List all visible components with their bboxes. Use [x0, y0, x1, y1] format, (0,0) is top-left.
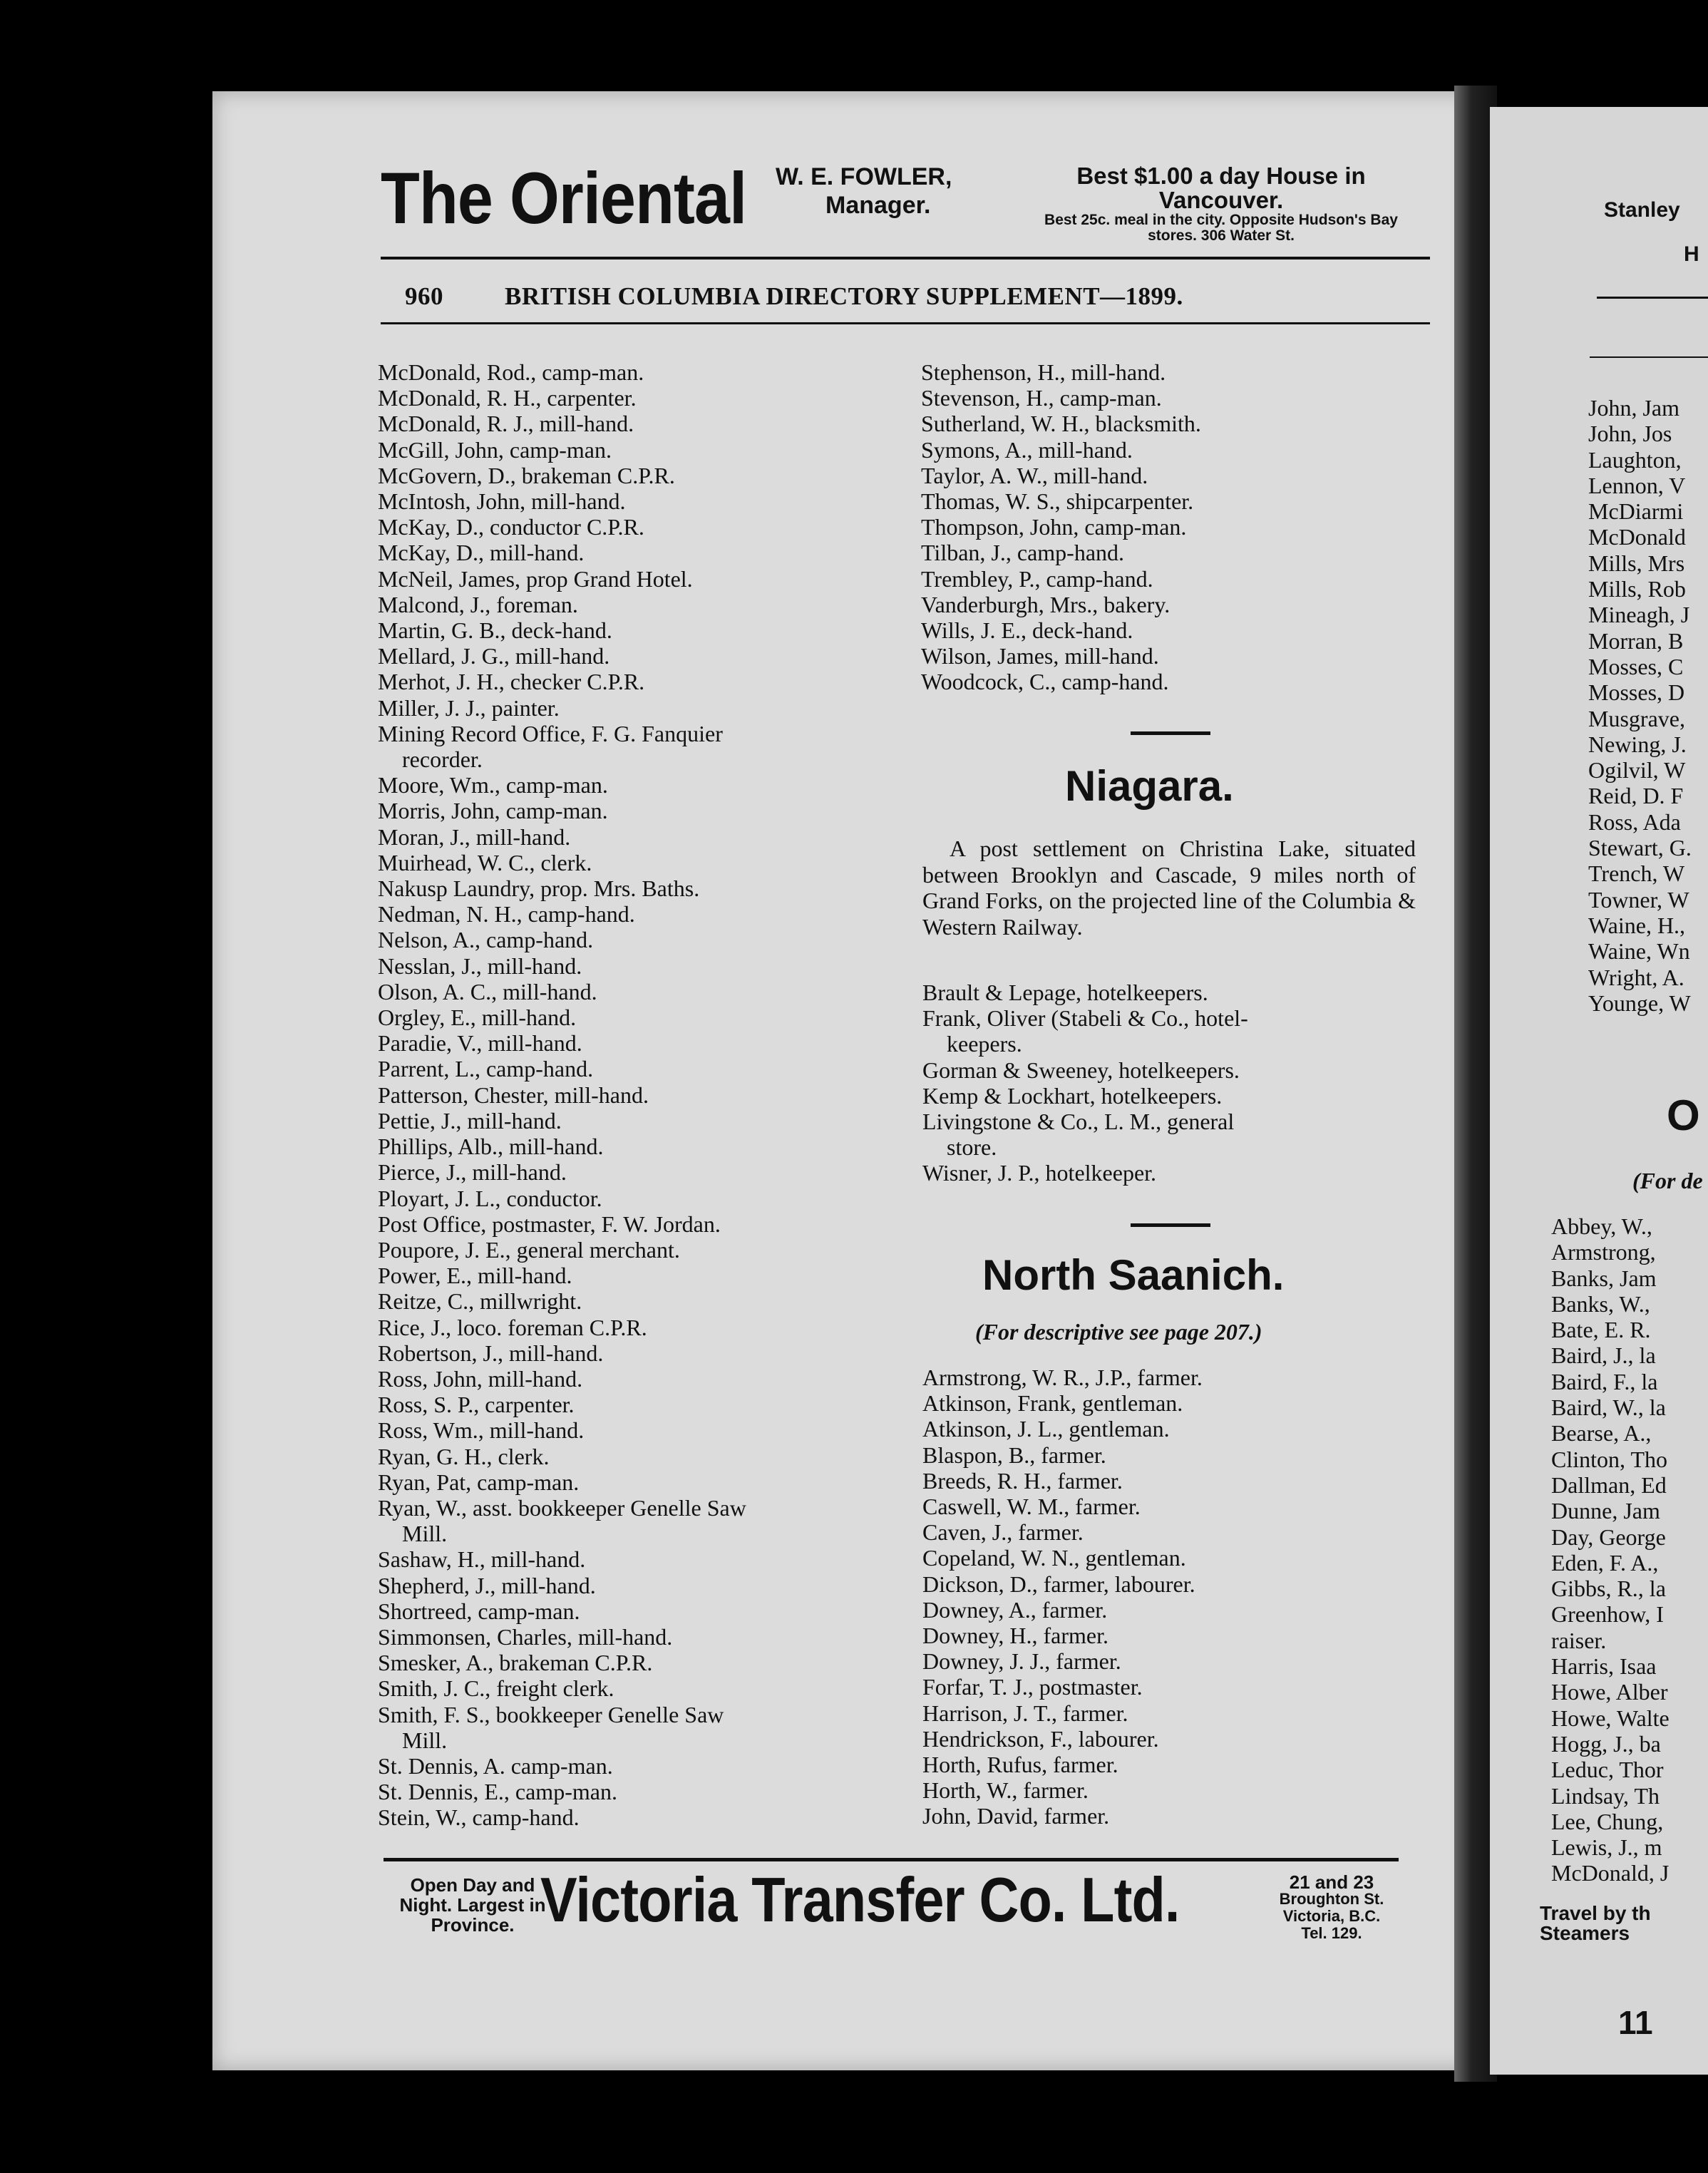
directory-entry: Banks, W.,	[1551, 1290, 1650, 1317]
left-column	[378, 359, 877, 1831]
directory-entry: McGovern, D., brakeman C.P.R.	[378, 462, 675, 488]
directory-entry: Dallman, Ed	[1551, 1471, 1667, 1498]
next-page-travel-ad: Travel by th Steamers	[1540, 1902, 1651, 1944]
hotel-manager	[776, 163, 952, 220]
directory-entry: Ryan, W., asst. bookkeeper Genelle Saw	[378, 1494, 746, 1521]
directory-entry: Martin, G. B., deck-hand.	[378, 617, 612, 644]
next-page-fragment	[1490, 107, 1708, 2075]
directory-entry: Mills, Mrs	[1588, 550, 1685, 576]
directory-entry: Brault & Lepage, hotelkeepers.	[922, 980, 1208, 1005]
directory-entry: Power, E., mill-hand.	[378, 1263, 572, 1289]
directory-entry: Mellard, J. G., mill-hand.	[378, 643, 610, 669]
next-page-section-letter: O	[1667, 1091, 1700, 1139]
directory-entry: Ross, S. P., carpenter.	[378, 1392, 575, 1418]
directory-entry: Mill.	[402, 1521, 448, 1547]
footer-ad-left: Open Day and Night. Largest in Province.	[399, 1874, 546, 1936]
header-rule	[381, 257, 1430, 260]
niagara-heading: Niagara.	[1065, 762, 1234, 810]
directory-entry: Patterson, Chester, mill-hand.	[378, 1082, 649, 1108]
directory-entry: Moore, Wm., camp-man.	[378, 772, 608, 798]
hotel-ad-title: The Oriental	[381, 158, 747, 239]
directory-entry: Armstrong, W. R., J.P., farmer.	[922, 1365, 1203, 1390]
directory-entry: Sutherland, W. H., blacksmith.	[921, 411, 1201, 437]
directory-entry: Lewis, J., m	[1551, 1834, 1662, 1861]
directory-entry: Reid, D. F	[1588, 783, 1684, 809]
next-page-header: Stanley	[1604, 198, 1680, 222]
directory-entry: McNeil, James, prop Grand Hotel.	[378, 565, 693, 592]
directory-entry: Baird, J., la	[1551, 1342, 1656, 1369]
directory-entry: Copeland, W. N., gentleman.	[922, 1545, 1186, 1571]
directory-entry: Mineagh, J	[1588, 602, 1690, 628]
directory-entry: raiser.	[1551, 1627, 1607, 1653]
directory-entry: Bearse, A.,	[1551, 1420, 1652, 1447]
next-page-section-note: (For de	[1632, 1168, 1703, 1193]
directory-entry: Smith, J. C., freight clerk.	[378, 1675, 614, 1702]
next-page-rule	[1590, 356, 1708, 358]
directory-entry: St. Dennis, A. camp-man.	[378, 1752, 613, 1779]
directory-entry: Trembley, P., camp-hand.	[921, 565, 1153, 592]
directory-entry: McDonald, R. H., carpenter.	[378, 385, 637, 411]
directory-entry: Kemp & Lockhart, hotelkeepers.	[922, 1082, 1223, 1109]
directory-entry: McDonald	[1588, 524, 1686, 550]
directory-entry: Reitze, C., millwright.	[378, 1288, 582, 1315]
directory-entry: Paradie, V., mill-hand.	[378, 1030, 582, 1057]
directory-entry: McKay, D., mill-hand.	[378, 540, 585, 566]
directory-entry: keepers.	[947, 1031, 1022, 1057]
directory-entry: Woodcock, C., camp-hand.	[921, 669, 1169, 695]
next-page-rule	[1597, 297, 1708, 299]
directory-entry: store.	[947, 1134, 997, 1161]
running-head-title: BRITISH COLUMBIA DIRECTORY SUPPLEMENT—1899.	[505, 282, 1183, 310]
directory-entry: Baird, W., la	[1551, 1394, 1666, 1421]
directory-entry: Taylor, A. W., mill-hand.	[921, 462, 1148, 488]
directory-entry: McGill, John, camp-man.	[378, 436, 612, 463]
directory-entry: Mills, Rob	[1588, 576, 1686, 602]
niagara-description: A post settlement on Christina Lake, situated between Brooklyn and Cascade, 9 miles north of Grand Forks, on the projected line of the Columbia & Western Railway.	[922, 836, 1416, 940]
directory-entry: Gibbs, R., la	[1551, 1576, 1666, 1602]
next-page-column-a	[1588, 395, 1692, 1016]
directory-entry: Mining Record Office, F. G. Fanquier	[378, 720, 723, 746]
directory-entry: St. Dennis, E., camp-man.	[378, 1779, 617, 1805]
manager-role: Manager.	[825, 192, 931, 219]
directory-entry: Poupore, J. E., general merchant.	[378, 1236, 680, 1263]
directory-entry: Tilban, J., camp-hand.	[921, 540, 1125, 566]
directory-entry: Orgley, E., mill-hand.	[378, 1005, 577, 1031]
directory-entry: Olson, A. C., mill-hand.	[378, 978, 597, 1005]
directory-entry: Thomas, W. S., shipcarpenter.	[921, 488, 1194, 515]
directory-entry: Smesker, A., brakeman C.P.R.	[378, 1650, 653, 1676]
running-head	[405, 282, 1183, 311]
north-saanich-heading: North Saanich.	[982, 1251, 1285, 1299]
directory-entry: Horth, W., farmer.	[922, 1777, 1089, 1804]
directory-entry: Forfar, T. J., postmaster.	[922, 1674, 1143, 1700]
directory-entry: Wills, J. E., deck-hand.	[921, 617, 1133, 644]
directory-entry: Mill.	[402, 1727, 448, 1753]
directory-entry: Miller, J. J., painter.	[378, 694, 560, 721]
directory-entry: Robertson, J., mill-hand.	[378, 1340, 604, 1366]
directory-entry: Morris, John, camp-man.	[378, 798, 608, 824]
directory-entry: Shortreed, camp-man.	[378, 1598, 580, 1624]
directory-entry: Stein, W., camp-hand.	[378, 1804, 580, 1831]
directory-entry: Ryan, G. H., clerk.	[378, 1443, 550, 1469]
directory-entry: Muirhead, W. C., clerk.	[378, 849, 592, 875]
directory-entry: Parrent, L., camp-hand.	[378, 1056, 594, 1082]
directory-entry: Younge, W	[1588, 990, 1691, 1016]
directory-entry: Hendrickson, F., labourer.	[922, 1725, 1159, 1752]
directory-entry: Caven, J., farmer.	[922, 1519, 1084, 1546]
section-divider	[1131, 731, 1210, 735]
directory-entry: Lindsay, Th	[1551, 1782, 1660, 1809]
directory-entry: Shepherd, J., mill-hand.	[378, 1572, 596, 1598]
directory-entry: Greenhow, I	[1551, 1601, 1664, 1628]
directory-entry: Lennon, V	[1588, 472, 1686, 498]
page-number: 960	[405, 282, 443, 310]
directory-entry: Musgrave,	[1588, 705, 1685, 731]
directory-entry: Howe, Alber	[1551, 1679, 1668, 1705]
directory-entry: Frank, Oliver (Stabeli & Co., hotel-	[922, 1005, 1248, 1032]
directory-entry: Downey, J. J., farmer.	[922, 1648, 1121, 1675]
directory-entry: Abbey, W.,	[1551, 1213, 1652, 1239]
directory-entry: Caswell, W. M., farmer.	[922, 1494, 1141, 1520]
directory-entry: Pierce, J., mill-hand.	[378, 1159, 567, 1186]
directory-entry: Nesslan, J., mill-hand.	[378, 952, 582, 979]
directory-entry: Moran, J., mill-hand.	[378, 823, 571, 850]
directory-entry: Thompson, John, camp-man.	[921, 514, 1187, 540]
directory-entry: Wright, A.	[1588, 964, 1684, 990]
directory-entry: Towner, W	[1588, 886, 1689, 913]
directory-entry: John, David, farmer.	[922, 1803, 1110, 1829]
directory-entry: Laughton,	[1588, 446, 1682, 473]
directory-entry: Wisner, J. P., hotelkeeper.	[922, 1160, 1157, 1186]
directory-entry: Phillips, Alb., mill-hand.	[378, 1134, 604, 1160]
directory-entry: Waine, Wn	[1588, 938, 1690, 965]
directory-entry: Mosses, C	[1588, 653, 1684, 679]
directory-entry: Leduc, Thor	[1551, 1757, 1664, 1783]
footer-ad-right: 21 and 23 Broughton St. Victoria, B.C. Tel. 129.	[1279, 1871, 1384, 1942]
directory-entry: Vanderburgh, Mrs., bakery.	[921, 591, 1171, 617]
directory-entry: Nakusp Laundry, prop. Mrs. Baths.	[378, 875, 700, 902]
directory-entry: Newing, J.	[1588, 731, 1687, 757]
directory-entry: McDiarmi	[1588, 498, 1684, 525]
directory-entry: Howe, Walte	[1551, 1705, 1670, 1731]
directory-entry: Banks, Jam	[1551, 1265, 1657, 1291]
directory-entry: McDonald, Rod., camp-man.	[378, 359, 644, 385]
running-head-rule	[381, 322, 1430, 324]
directory-entry: Stephenson, H., mill-hand.	[921, 359, 1166, 385]
next-page-header2: H	[1684, 242, 1699, 266]
directory-entry: Sashaw, H., mill-hand.	[378, 1546, 586, 1573]
directory-entry: Merhot, J. H., checker C.P.R.	[378, 669, 645, 695]
directory-entry: McIntosh, John, mill-hand.	[378, 488, 626, 515]
directory-entry: Nelson, A., camp-hand.	[378, 927, 594, 953]
directory-entry: Gorman & Sweeney, hotelkeepers.	[922, 1057, 1240, 1083]
directory-entry: Waine, H.,	[1588, 912, 1686, 938]
directory-entry: Simmonsen, Charles, mill-hand.	[378, 1623, 673, 1650]
section-divider	[1131, 1223, 1210, 1227]
directory-entry: Day, George	[1551, 1524, 1666, 1550]
directory-entry: McDonald, R. J., mill-hand.	[378, 411, 634, 437]
directory-entry: Ross, John, mill-hand.	[378, 1365, 583, 1392]
hotel-ad-line1: Best $1.00 a day House in Vancouver.	[1076, 163, 1366, 213]
directory-entry: McKay, D., conductor C.P.R.	[378, 514, 644, 540]
directory-entry: Hogg, J., ba	[1551, 1730, 1661, 1757]
niagara-entries	[922, 980, 1421, 1186]
directory-entry: Dickson, D., farmer, labourer.	[922, 1571, 1195, 1597]
directory-entry: Ogilvil, W	[1588, 757, 1686, 784]
directory-entry: Ross, Ada	[1588, 808, 1681, 835]
directory-entry: Downey, H., farmer.	[922, 1623, 1108, 1649]
directory-entry: Dunne, Jam	[1551, 1498, 1660, 1524]
directory-entry: Horth, Rufus, farmer.	[922, 1752, 1118, 1778]
directory-entry: Morran, B	[1588, 627, 1684, 654]
next-page-number: 11	[1618, 2004, 1653, 2041]
right-column	[921, 359, 1434, 695]
directory-entry: Bate, E. R.	[1551, 1317, 1651, 1343]
directory-entry: Clinton, Tho	[1551, 1446, 1667, 1472]
directory-entry: Armstrong,	[1551, 1239, 1656, 1265]
directory-entry: Blaspon, B., farmer.	[922, 1442, 1106, 1468]
directory-entry: John, Jos	[1588, 421, 1672, 447]
directory-entry: Smith, F. S., bookkeeper Genelle Saw	[378, 1701, 724, 1727]
directory-entry: Atkinson, Frank, gentleman.	[922, 1390, 1183, 1417]
next-page-column-b	[1551, 1213, 1670, 1886]
directory-entry: Mosses, D	[1588, 679, 1685, 706]
directory-entry: Harrison, J. T., farmer.	[922, 1700, 1128, 1726]
directory-entry: Ryan, Pat, camp-man.	[378, 1469, 580, 1495]
directory-entry: Post Office, postmaster, F. W. Jordan.	[378, 1211, 721, 1237]
footer-rule	[384, 1858, 1399, 1861]
north-saanich-note: (For descriptive see page 207.)	[975, 1319, 1262, 1345]
directory-entry: John, Jam	[1588, 395, 1679, 421]
directory-entry: Malcond, J., foreman.	[378, 591, 578, 617]
directory-entry: Stevenson, H., camp-man.	[921, 385, 1162, 411]
directory-entry: recorder.	[402, 746, 483, 773]
directory-entry: Pettie, J., mill-hand.	[378, 1107, 562, 1134]
directory-entry: Harris, Isaa	[1551, 1653, 1657, 1680]
directory-entry: Ross, Wm., mill-hand.	[378, 1417, 585, 1444]
directory-page	[212, 91, 1474, 2070]
footer-ad-title: Victoria Transfer Co. Ltd.	[540, 1864, 1180, 1935]
directory-entry: Stewart, G.	[1588, 835, 1692, 861]
manager-name: W. E. FOWLER,	[776, 163, 952, 190]
directory-entry: Downey, A., farmer.	[922, 1596, 1108, 1623]
directory-entry: Breeds, R. H., farmer.	[922, 1467, 1123, 1494]
directory-entry: Baird, F., la	[1551, 1368, 1658, 1394]
directory-entry: Eden, F. A.,	[1551, 1549, 1659, 1576]
directory-entry: Symons, A., mill-hand.	[921, 436, 1133, 463]
directory-entry: Livingstone & Co., L. M., general	[922, 1109, 1235, 1135]
north-saanich-entries	[922, 1365, 1421, 1829]
directory-entry: Trench, W	[1588, 861, 1685, 887]
hotel-ad-line2: Best 25c. meal in the city. Opposite Hudson's Bay stores. 306 Water St.	[1044, 212, 1398, 244]
directory-entry: Ployart, J. L., conductor.	[378, 1185, 602, 1211]
hotel-ad-text	[1018, 164, 1424, 244]
directory-entry: Atkinson, J. L., gentleman.	[922, 1416, 1170, 1442]
directory-entry: Wilson, James, mill-hand.	[921, 643, 1159, 669]
directory-entry: Lee, Chung,	[1551, 1808, 1664, 1834]
directory-entry: Nedman, N. H., camp-hand.	[378, 901, 635, 928]
directory-entry: McDonald, J	[1551, 1860, 1670, 1886]
directory-entry: Rice, J., loco. foreman C.P.R.	[378, 1314, 647, 1340]
